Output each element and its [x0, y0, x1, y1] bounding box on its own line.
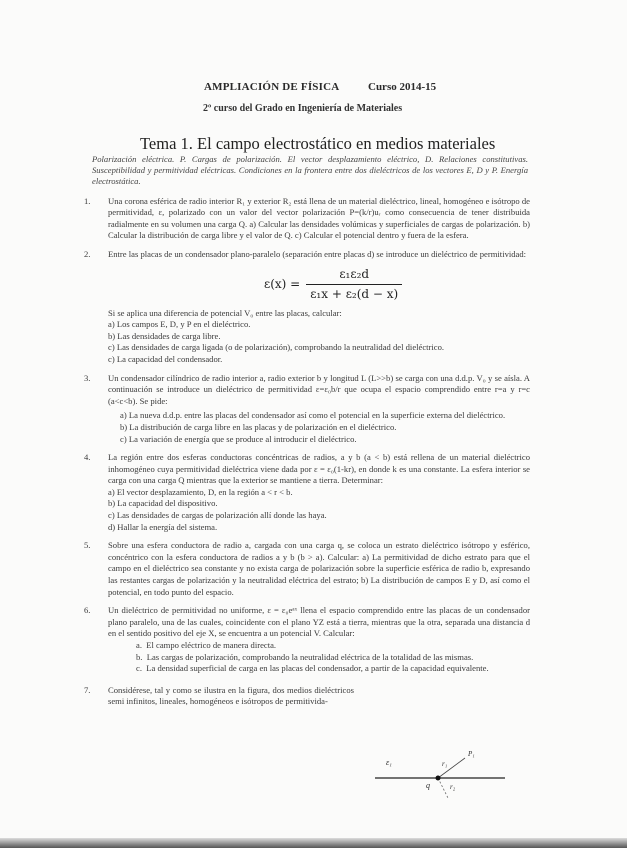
problem-5	[84, 540, 530, 598]
r2-label: r₂	[450, 783, 456, 791]
problem-item: d) Hallar la energía del sistema.	[108, 521, 218, 532]
problem-number: 1.	[84, 195, 91, 206]
problem-item: b) Las densidades de carga libre.	[108, 330, 221, 341]
problem-4	[84, 452, 530, 533]
medium-label: ε₁	[386, 758, 392, 767]
problem-number: 3.	[84, 372, 91, 383]
charge-label: q	[426, 781, 430, 790]
problem-item: b) La capacidad del dispositivo.	[108, 498, 218, 509]
r1-label: r₁	[442, 760, 448, 768]
problem-text: Sobre una esfera conductora de radio a, cargada con una carga q, se coloca un estrato dieléctrico isótropo y esférico, concéntrico con la esfera conductora de radios a y b (b > a). Calcular: a) La permitividad de dicho estrato para que el campo en el dieléctrico sea constante y no exista carga de polarización sobre la superficie esférica de radio b, expresando las restantes cargas de polarización y la neutralidad eléctrica del estrato; b) La distribución de campos E y D, así como el potencial, en todo punto del espacio.	[108, 540, 530, 597]
dielectric-interface-figure	[370, 752, 520, 802]
problem-item: b. Las cargas de polarización, comprobando la neutralidad eléctrica de la totalidad de las mismas.	[136, 651, 474, 662]
problem-text: Una corona esférica de radio interior R₁ y exterior R₂ está llena de un material dieléctrico, lineal, homogéneo e isótropo de permitividad, ε, polarizado con un valor del vector polarización P=(k/r)uᵣ como consecuencia de tener distribuida radialmente en su volumen una carga Q. a) Calcular las densidades volúmicas y superficiales de cargas de polarización. b) Calcular la distribución de carga libre y el valor de Q. c) Calcular el potencial dentro y fuera de la esfera.	[108, 195, 530, 241]
problem-1	[84, 196, 530, 242]
problem-item: a) Los campos E, D, y P en el dieléctrico.	[108, 319, 251, 330]
problem-item: c) La capacidad del condensador.	[108, 353, 223, 364]
problem-list	[84, 154, 530, 715]
problem-text: Considérese, tal y como se ilustra en la figura, dos medios dieléctricos semi infinitos, lineales, homogéneos e isótropos de permitivida-	[108, 684, 354, 707]
problem-7	[84, 685, 354, 708]
problem-text: La región entre dos esferas conductoras concéntricas de radios, a y b (a < b) está rellena de un material dieléctrico inhomogéneo cuya permitividad dieléctrica viene dada por ε = ε₀(1-kr), en donde k es una constante. La esfera interior se carga con una carga Q mientras que la exterior se mantiene a tierra. Determinar:	[108, 452, 530, 486]
r2-line	[438, 778, 448, 798]
formula-numerator: ε₁ε₂d	[339, 266, 370, 281]
problem-6	[84, 605, 530, 675]
scan-edge	[0, 838, 627, 848]
problem-2	[84, 249, 530, 366]
p1-label: P₁	[468, 750, 475, 758]
problem-number: 4.	[84, 452, 91, 463]
problem-item: c. La densidad superficial de carga en las placas del condensador, a partir de la capacidad equivalente.	[136, 663, 489, 674]
course-subtitle: 2º curso del Grado en Ingeniería de Materiales	[203, 103, 403, 114]
point-charge	[436, 776, 441, 781]
problem-item: c) Las densidades de carga ligada (o de polarización), comprobando la neutralidad del dieléctrico.	[108, 342, 445, 353]
problem-text: Entre las placas de un condensador plano-paralelo (separación entre placas d) se introduce un dieléctrico de permitividad:	[108, 248, 527, 259]
problem-number: 7.	[84, 684, 91, 695]
course-year: Curso 2014-15	[368, 81, 437, 93]
problem-number: 2.	[84, 248, 91, 259]
problem-item: a. El campo eléctrico de manera directa.	[136, 640, 277, 651]
permittivity-formula	[264, 267, 530, 302]
problem-item: a) La nueva d.d.p. entre las placas del condensador así como el potencial en la superficie externa del dieléctrico.	[120, 410, 506, 421]
problem-item: c) La variación de energía que se produce al introducir el dieléctrico.	[120, 433, 357, 444]
topic-intro: Polarización eléctrica. P. Cargas de polarización. El vector desplazamiento eléctrico, D. Relaciones constitutivas. Susceptibilidad y permitividad eléctricas. Condiciones en la frontera entre dos dieléctricos de los vectores E, D y P. Energía electrostática.	[92, 154, 528, 187]
problem-text: Un dieléctrico de permitividad no uniforme, ε = ε₀eᵃˣ llena el espacio comprendido entre las placas de un condensador plano paralelo, una de las cuales, coincidente con el plano YZ está a tierra, mientras que la otra, separada una distancia d en el sentido positivo del eje X, se encuentra a un potencial V. Calcular:	[108, 605, 530, 639]
problem-item: b) La distribución de carga libre en las placas y de polarización en el dieléctrico.	[120, 421, 397, 432]
problem-item: c) Las densidades de cargas de polarización allí donde las haya.	[108, 510, 327, 521]
problem-text: Un condensador cilíndrico de radio interior a, radio exterior b y longitud L (L>>b) se carga con una d.d.p. V₀ y se aísla. A continuación se introduce un dieléctrico de permitividad ε=ε₀b/r que ocupa el espacio comprendido entre r=a y r=c (a<c<b). Se pide:	[108, 372, 530, 406]
formula-denominator: ε₁x + ε₂(d − x)	[306, 284, 402, 302]
problem-number: 5.	[84, 540, 91, 551]
formula-lhs: ε(x) =	[264, 276, 301, 291]
problem-item: a) El vector desplazamiento, D, en la región a < r < b.	[108, 486, 293, 497]
problem-3	[84, 373, 530, 446]
problem-number: 6.	[84, 605, 91, 616]
problem-text-after: Si se aplica una diferencia de potencial V₀ entre las placas, calcular:	[108, 307, 342, 318]
course-title: AMPLIACIÓN DE FÍSICA	[204, 81, 340, 93]
topic-title: Tema 1. El campo electrostático en medios materiales	[140, 134, 496, 153]
